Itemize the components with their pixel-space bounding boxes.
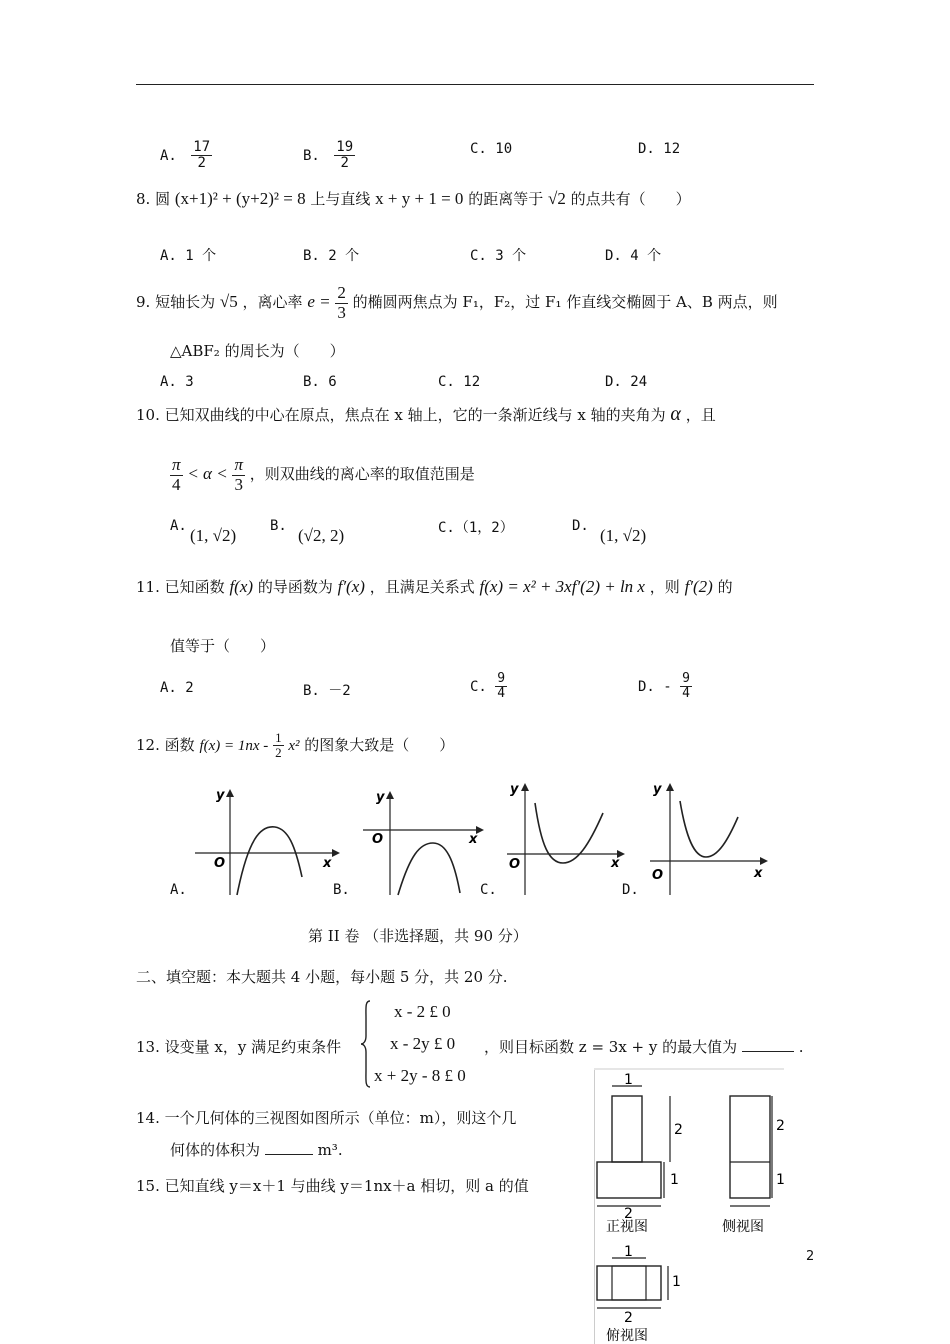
answer-blank[interactable]: [265, 1154, 313, 1155]
top-view-label: 俯视图: [606, 1328, 648, 1344]
text: ，离心率: [242, 293, 303, 312]
text: 的距离等于: [468, 190, 544, 208]
numerator: 2: [337, 283, 346, 302]
text: 的图象大致是（ ）: [304, 735, 455, 754]
axis-length: √5: [219, 292, 238, 312]
q15-line1: [136, 1175, 529, 1196]
q13-stem-right: [484, 1036, 803, 1057]
text: 设变量 x，y 满足约束条件: [164, 1038, 342, 1056]
system-brace: [360, 998, 374, 1090]
x-squared: x²: [288, 737, 300, 754]
q12-stem: [136, 731, 454, 761]
graph-c: [505, 775, 630, 900]
fraction: [335, 284, 348, 322]
q9-stem: [136, 284, 778, 322]
q10-option-d-label: D.: [572, 518, 589, 534]
denominator: 2: [340, 155, 349, 172]
q9-line2: △ABF₂ 的周长为（ ）: [170, 342, 345, 360]
origin-label: O: [509, 857, 521, 872]
graph-a: [190, 785, 340, 900]
derivative-at-2: f′(2): [684, 577, 713, 596]
q7-option-a: [160, 140, 212, 172]
text: ，则双曲线的离心率的取值范围是: [249, 465, 475, 484]
q10-option-a-label: A.: [170, 518, 187, 534]
y-axis-arrow: [386, 791, 394, 799]
graph-b: [358, 785, 488, 900]
curve: [237, 827, 302, 895]
y-label: y: [653, 782, 662, 797]
fraction: [232, 456, 245, 494]
graph-c-label: C.: [480, 882, 497, 898]
alpha-symbol: α: [670, 403, 681, 425]
front-view: [597, 1072, 683, 1235]
numerator: 1: [275, 730, 282, 745]
q10-option-d: (1, √2): [600, 526, 647, 545]
dim-label: 1: [776, 1172, 785, 1188]
fraction: [495, 672, 507, 702]
x-axis-arrow: [760, 857, 768, 865]
fraction: [273, 731, 284, 761]
fraction: [680, 672, 692, 702]
graph-d-label: D.: [622, 882, 639, 898]
page-number: 2: [806, 1249, 815, 1264]
function: f(x): [229, 577, 254, 596]
x-label: x: [611, 856, 620, 871]
text: ，且: [685, 406, 716, 424]
text: 函数: [164, 735, 195, 754]
q10-option-c: C.（1，2）: [438, 520, 514, 536]
q11-option-a: A. 2: [160, 680, 194, 696]
answer-blank[interactable]: [742, 1051, 794, 1052]
graph-b-label: B.: [333, 882, 350, 898]
y-axis-arrow: [666, 783, 674, 791]
option-label: D. -: [638, 678, 672, 695]
question-number: 12.: [136, 735, 160, 754]
unit: m³.: [317, 1141, 343, 1159]
q10-option-b: (√2, 2): [298, 526, 345, 545]
front-view-label: 正视图: [606, 1219, 648, 1235]
text: 的: [717, 578, 733, 596]
denominator: 4: [172, 474, 181, 494]
q9-option-c: C. 12: [438, 374, 481, 390]
question-number: 13.: [136, 1038, 160, 1056]
text: 的导函数为: [257, 578, 333, 596]
text: 上与直线: [310, 190, 371, 208]
relation: f(x) = x² + 3xf′(2) + ln x: [479, 577, 645, 596]
dim-label: 1: [624, 1244, 633, 1260]
q14-line1: [136, 1107, 516, 1128]
text: 圆: [155, 190, 171, 208]
text: 已知双曲线的中心在原点，焦点在 x 轴上，它的一条渐近线与 x 轴的夹角为: [164, 406, 666, 424]
numerator: π: [234, 455, 243, 474]
question-number: 11.: [136, 578, 160, 596]
q8-option-d: D. 4 个: [605, 248, 662, 264]
origin-label: O: [652, 868, 664, 883]
inequality: < α <: [187, 464, 228, 484]
question-number: 10.: [136, 406, 160, 424]
q8-option-c: C. 3 个: [470, 248, 527, 264]
top-inner: [612, 1266, 646, 1300]
q14-line2: [170, 1139, 343, 1160]
q7-option-c: C. 10: [470, 141, 513, 157]
text: 的点共有（ ）: [570, 190, 691, 208]
option-label: C.: [470, 678, 487, 695]
text: 已知直线 y＝x＋1 与曲线 y＝1nx＋a 相切，则 a 的值: [164, 1177, 529, 1195]
q10-stem: [136, 403, 716, 426]
graph-a-label: A.: [170, 882, 187, 898]
denominator: 4: [682, 686, 690, 702]
text: 短轴长为: [155, 293, 216, 312]
front-upper-block: [612, 1096, 642, 1162]
dim-label: 2: [624, 1206, 633, 1222]
numerator: π: [172, 455, 181, 474]
q7-option-b: [303, 140, 355, 172]
section-2-title: 第 II 卷 （非选择题，共 90 分）: [308, 927, 528, 945]
x-label: x: [754, 866, 763, 881]
derivative: f′(x): [337, 577, 365, 596]
question-number: 14.: [136, 1109, 160, 1127]
q10-option-b-label: B.: [270, 518, 287, 534]
q11-option-b: B. －2: [303, 683, 351, 699]
text: ，且满足关系式: [369, 578, 475, 596]
question-number: 8.: [136, 190, 151, 208]
header-rule: [136, 84, 814, 85]
dim-label: 2: [776, 1118, 785, 1134]
top-view: [597, 1244, 681, 1344]
side-block: [730, 1096, 770, 1198]
top-outer: [597, 1266, 661, 1300]
text: 一个几何体的三视图如图所示（单位：m），则这个几: [164, 1109, 517, 1127]
question-number: 9.: [136, 293, 151, 312]
question-number: 15.: [136, 1177, 160, 1195]
denominator: 4: [497, 686, 506, 702]
denominator: 2: [275, 745, 282, 761]
numerator: 17: [193, 139, 211, 155]
constraint-1: x - 2 £ 0: [394, 1002, 451, 1021]
three-view-figure: [594, 1068, 790, 1344]
function: f(x) = 1nx -: [199, 737, 269, 754]
dim-label: 1: [624, 1072, 633, 1088]
text: ，则: [649, 578, 680, 596]
q11-option-d: [638, 672, 692, 702]
numerator: 9: [497, 671, 506, 686]
q8-stem: [136, 188, 691, 209]
brace: [361, 1001, 370, 1087]
q9-option-a: A. 3: [160, 374, 194, 390]
q10-option-a: (1, √2): [190, 526, 237, 545]
origin-label: O: [372, 832, 384, 847]
curve: [680, 801, 738, 857]
side-view: [722, 1096, 785, 1235]
denominator: 3: [337, 302, 346, 322]
q8-option-a: A. 1 个: [160, 248, 217, 264]
option-label: A.: [160, 147, 177, 164]
distance-value: √2: [548, 189, 566, 208]
q11-line2: 值等于（ ）: [170, 637, 276, 655]
graph-d: [648, 775, 773, 900]
origin-label: O: [214, 856, 226, 871]
dim-label: 1: [672, 1274, 681, 1290]
eccentricity-symbol: e =: [307, 292, 331, 312]
constraint-2: x - 2y £ 0: [390, 1034, 456, 1053]
q9-option-b: B. 6: [303, 374, 337, 390]
text: 的椭圆两焦点为 F₁，F₂，过 F₁ 作直线交椭圆于 A、B 两点，则: [352, 293, 778, 312]
q9-option-d: D. 24: [605, 374, 648, 390]
fraction: [191, 140, 212, 172]
dim-label: 2: [674, 1122, 683, 1138]
side-view-label: 侧视图: [722, 1219, 764, 1235]
numerator: 19: [336, 139, 354, 155]
y-label: y: [216, 788, 225, 803]
part-2-heading: 二、填空题：本大题共 4 小题，每小题 5 分，共 20 分.: [136, 968, 508, 986]
y-axis-arrow: [226, 789, 234, 797]
fraction: [334, 140, 355, 172]
option-label: B.: [303, 147, 320, 164]
fraction: [170, 456, 183, 494]
q8-option-b: B. 2 个: [303, 248, 360, 264]
text: 何体的体积为: [170, 1141, 261, 1159]
circle-equation: (x+1)² + (y+2)² = 8: [174, 189, 306, 208]
denominator: 2: [197, 155, 206, 172]
constraint-3: x + 2y - 8 £ 0: [374, 1066, 466, 1085]
curve: [398, 843, 460, 895]
denominator: 3: [234, 474, 243, 494]
q7-option-d: D. 12: [638, 141, 681, 157]
x-label: x: [469, 832, 478, 847]
q11-stem: [136, 576, 733, 597]
text: ，则目标函数 z = 3x + y 的最大值为: [484, 1038, 738, 1056]
y-label: y: [510, 782, 519, 797]
q13-stem-left: [136, 1036, 341, 1057]
y-label: y: [376, 790, 385, 805]
numerator: 9: [682, 671, 690, 686]
y-axis-arrow: [521, 783, 529, 791]
text: .: [798, 1038, 804, 1056]
dim-label: 2: [624, 1310, 633, 1326]
x-label: x: [323, 856, 332, 871]
q10-condition: [170, 456, 475, 494]
front-base-block: [597, 1162, 661, 1198]
x-axis-arrow: [332, 849, 340, 857]
line-equation: x + y + 1 = 0: [375, 189, 464, 208]
dim-label: 1: [670, 1172, 679, 1188]
text: 已知函数: [164, 578, 225, 596]
q11-option-c: [470, 672, 507, 702]
